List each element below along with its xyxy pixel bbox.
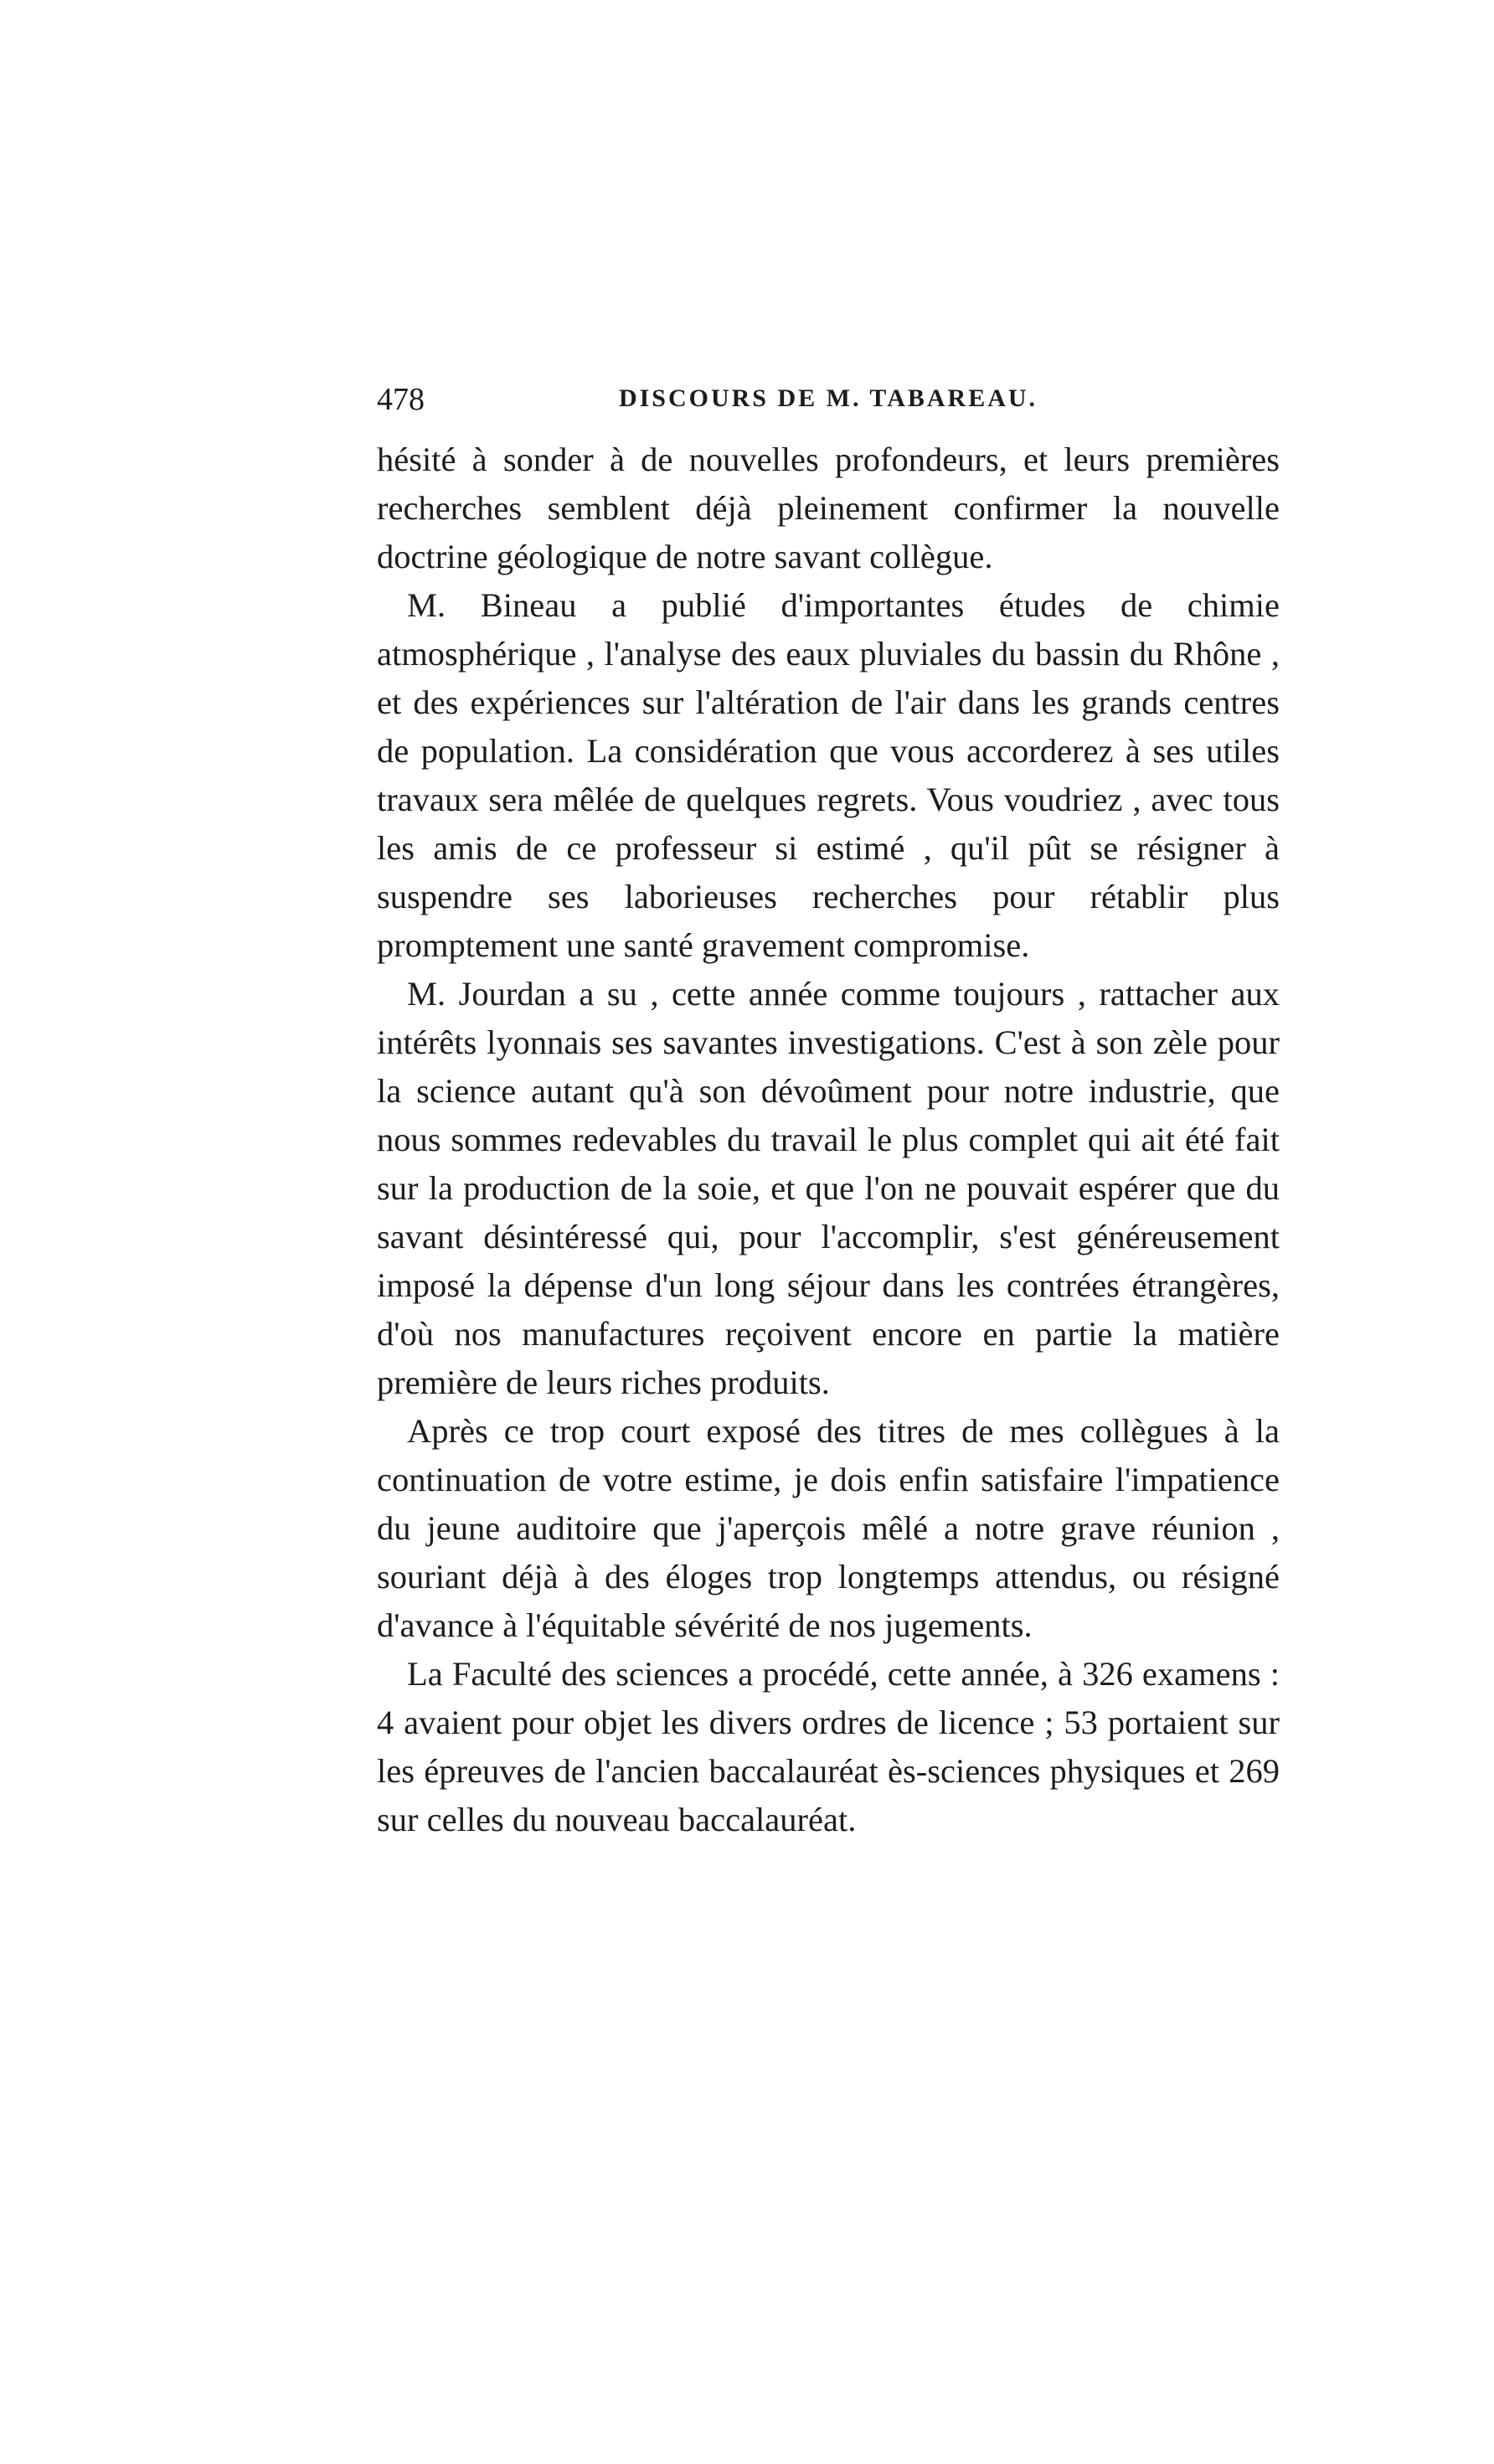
body-text bbox=[377, 436, 1280, 1844]
paragraph-faculte: La Faculté des sciences a procédé, cette année, à 326 examens : 4 avaient pour objet les divers ordres de licence ; 53 portaient sur les épreuves de l'ancien baccalauréat ès-sciences physiques et 269 sur celles du nouveau baccalauréat. bbox=[377, 1655, 1280, 1838]
paragraph-bineau: M. Bineau a publié d'importantes études de chimie atmosphérique , l'analyse des eaux pluviales du bassin du Rhône , et des expériences sur l'altération de l'air dans les grands centres de population. La considération que vous accorderez à ses utiles travaux sera mêlée de quelques regrets. Vous voudriez , avec tous les amis de ce professeur si estimé , qu'il pût se résigner à suspendre ses laborieuses recherches pour rétablir plus promptement une santé gravement compromise. bbox=[377, 586, 1280, 964]
paragraph-apres: Après ce trop court exposé des titres de mes collègues à la continuation de votre estime, je dois enfin satisfaire l'impatience du jeune auditoire que j'aperçois mêlé a notre grave réunion , souriant déjà à des éloges trop longtemps attendus, ou résigné d'avance à l'équitable sévérité de nos jugements. bbox=[377, 1412, 1280, 1644]
running-title: DISCOURS DE M. TABAREAU. bbox=[618, 384, 1038, 412]
paragraph-jourdan: M. Jourdan a su , cette année comme toujours , rattacher aux intérêts lyonnais ses savantes investigations. C'est à son zèle pour la science autant qu'à son dévoûment pour notre industrie, que nous sommes redevables du travail le plus complet qui ait été fait sur la production de la soie, et que l'on ne pouvait espérer que du savant désintéressé qui, pour l'accomplir, s'est généreusement imposé la dépense d'un long séjour dans les contrées étrangères, d'où nos manufactures reçoivent encore en partie la matière première de leurs riches produits. bbox=[377, 975, 1280, 1401]
page-header bbox=[377, 381, 1280, 431]
page-number: 478 bbox=[377, 382, 425, 417]
paragraph-continuation: hésité à sonder à de nouvelles profondeurs, et leurs premières recherches semblent déjà pleinement confirmer la nouvelle doctrine géologique de notre savant collègue. bbox=[377, 441, 1280, 575]
